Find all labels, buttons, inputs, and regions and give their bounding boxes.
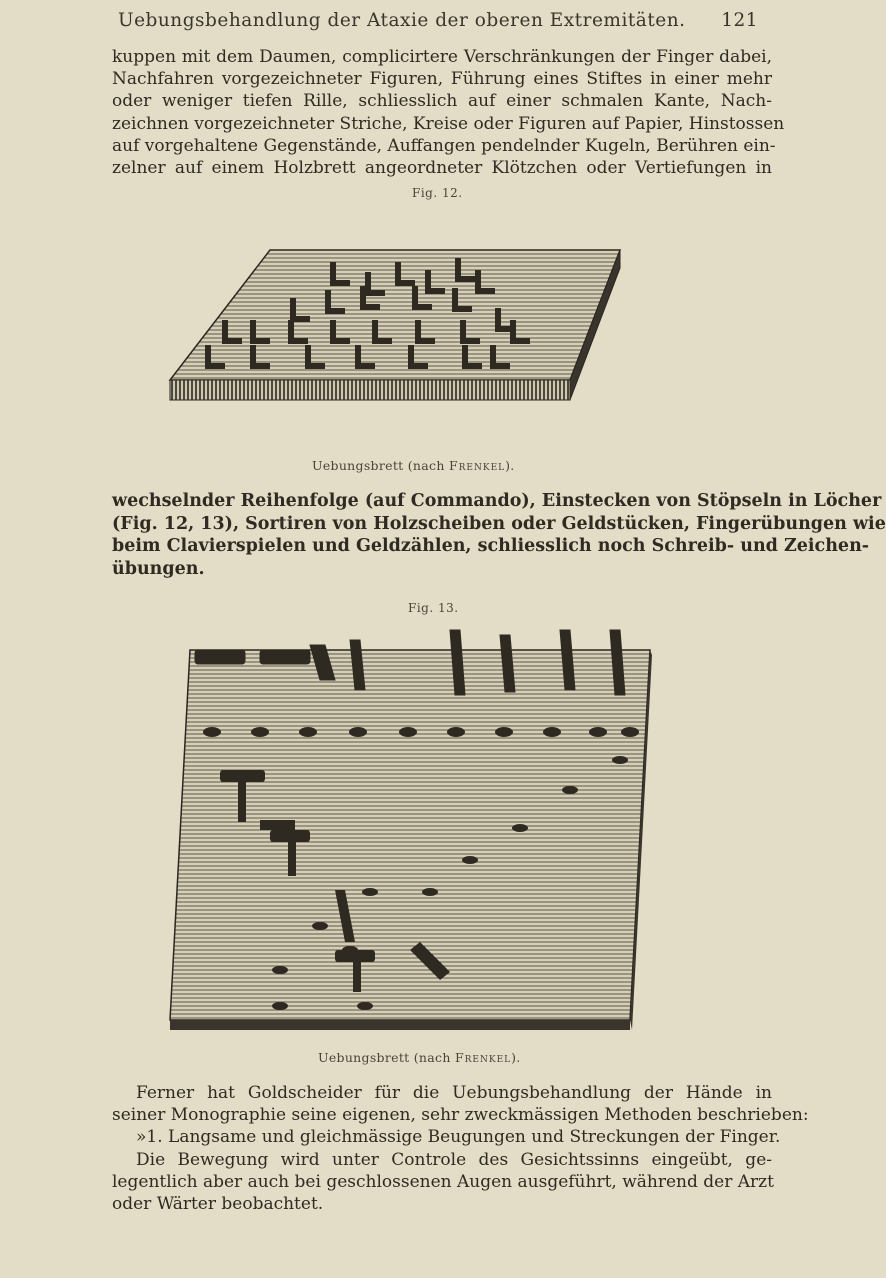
text-line: übungen. <box>112 558 205 579</box>
text-line: »1. Langsame und gleichmässige Beugungen und Streckungen der Finger. <box>136 1127 781 1148</box>
running-title: Uebungsbehandlung der Ataxie der oberen Extremitäten. <box>118 10 686 31</box>
paragraph-1 <box>112 46 785 179</box>
text-line: kuppen mit dem Daumen, complicirtere Verschränkungen der Finger dabei, <box>112 47 772 67</box>
caption-author: Frenkel <box>454 1050 512 1065</box>
figure-12-caption <box>312 458 515 473</box>
text-line: wechselnder Reihenfolge (auf Commando), Einstecken von Stöpseln in Löcher <box>112 491 882 511</box>
text-line: beim Clavierspielen und Geldzählen, schliesslich noch Schreib- und Zeichen- <box>112 536 870 556</box>
text-line: Nachfahren vorgezeichneter Figuren, Führung eines Stiftes in einer mehr <box>112 69 772 90</box>
caption-end: ). <box>505 458 515 473</box>
text-line: (Fig. 12, 13), Sortiren von Holzscheiben oder Geldstücken, Fingerübungen wie <box>112 513 886 534</box>
running-header <box>118 10 758 31</box>
text-line: oder weniger tiefen Rille, schliesslich auf einer schmalen Kante, Nach- <box>112 91 772 112</box>
paragraph-3 <box>112 1082 809 1215</box>
text-line: zelner auf einem Holzbrett angeordneter Klötzchen oder Vertiefungen in <box>112 158 772 179</box>
caption-text: Uebungsbrett (nach <box>318 1050 455 1065</box>
figure-13-illustration <box>160 620 660 1040</box>
text-line: Ferner hat Goldscheider für die Uebungsbehandlung der Hände in <box>136 1083 772 1103</box>
text-line: legentlich aber auch bei geschlossenen Augen ausgeführt, während der Arzt <box>112 1171 774 1192</box>
figure-12-illustration <box>150 200 670 450</box>
text-line: Die Bewegung wird unter Controle des Gesichtssinns eingeübt, ge- <box>136 1149 772 1170</box>
text-line: zeichnen vorgezeichneter Striche, Kreise oder Figuren auf Papier, Hinstossen <box>112 113 785 134</box>
caption-end: ). <box>511 1050 521 1065</box>
page-number: 121 <box>721 10 758 31</box>
text-line: seiner Monographie seine eigenen, sehr zweckmässigen Methoden beschrieben: <box>112 1105 809 1126</box>
figure-13-caption <box>318 1050 521 1065</box>
figure-13-label: Fig. 13. <box>408 601 459 615</box>
text-line: oder Wärter beobachtet. <box>112 1194 324 1215</box>
figure-12-label: Fig. 12. <box>412 186 463 200</box>
caption-author: Frenkel <box>448 458 506 473</box>
paragraph-2 <box>112 490 886 580</box>
caption-text: Uebungsbrett (nach <box>312 458 449 473</box>
text-line: auf vorgehaltene Gegenstände, Auffangen pendelnder Kugeln, Berühren ein- <box>112 135 776 156</box>
